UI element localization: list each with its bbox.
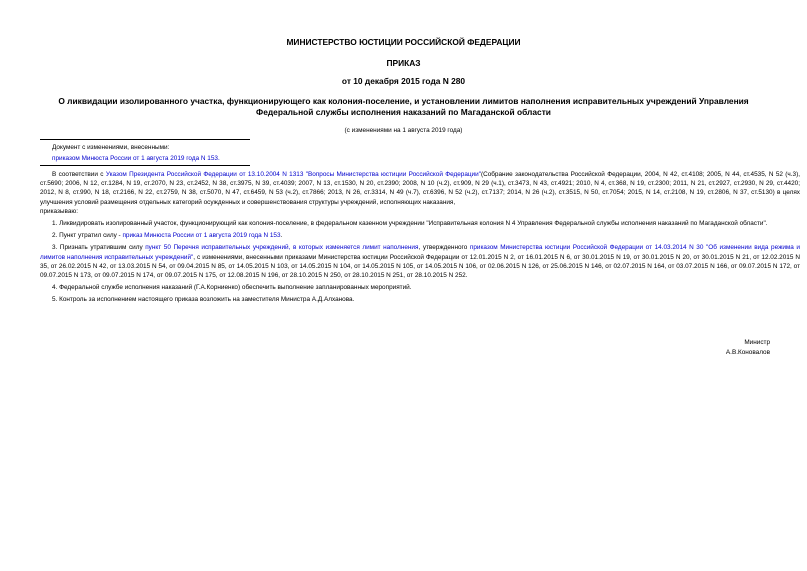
item-3-text-1: 3. Признать утратившим силу — [52, 244, 146, 252]
item-4: 4. Федеральной службе исполнения наказаний (Г.А.Корниенко) обеспечить выполнение запланированных мероприятий. — [52, 284, 412, 292]
document-body — [40, 170, 800, 305]
changes-label: Документ с изменениями, внесенными: — [52, 144, 170, 151]
preamble-text-1: В соответствии с — [52, 171, 106, 178]
item-2-text: 2. Пункт утратил силу - — [52, 232, 123, 240]
divider-bottom — [40, 165, 250, 166]
item-2-end: . — [280, 232, 283, 240]
item-3-link-2[interactable]: приказом Министерства юстиции Российской Федерации от 14.03.2014 N 30 "Об изменении вида режима и лимитов наполнения исправительных учреждений" — [40, 244, 801, 261]
item-3-text-3: , с изменениями, внесенными приказами Министерства юстиции Российской Федерации от 12.01.2015 N 2, от 16.01.2015 N 6, от 30.01.2015 N 19, от 30.01.2015 N 20, от 30.01.2015 N 21, от 12.02.2015 N 35, от 26.02.2015 N 42, от 13.03.2015 N 54, от 09.04.2015 N 85, от 14.05.2015 N 103, от 14.05.2015 N 104, от 14.05.2015 N 105, от 14.05.2015 N 106, от 02.06.2015 N 126, от 25.06.2015 N 146, от 02.07.2015 N 164, от 03.07.2015 N 166, от 09.07.2015 N 172, от 09.07.2015 N 173, от 09.07.2015 N 174, от 09.07.2015 N 175, от 12.08.2015 N 196, от 28.10.2015 N 250, от 28.10.2015 N 251, от 28.10.2015 N 252. — [40, 253, 800, 280]
item-2 — [40, 231, 800, 240]
amendment-note: (с изменениями на 1 августа 2019 года) — [344, 127, 463, 134]
document-type: ПРИКАЗ — [386, 58, 421, 68]
preamble-paragraph — [40, 170, 800, 207]
item-3-text-2: , утвержденного — [418, 244, 470, 252]
document-title: О ликвидации изолированного участка, функционирующего как колония-поселение, и установлении лимитов наполнения исправительных учреждений Управления Федеральной службы исполнения наказаний по Магаданской области — [58, 96, 749, 117]
item-3 — [40, 243, 800, 280]
signature-name: А.В.Коновалов — [725, 349, 770, 356]
divider-top — [40, 139, 250, 140]
item-2-link[interactable]: приказ Минюста России от 1 августа 2019 года N 153 — [122, 232, 281, 240]
changes-link[interactable]: приказом Минюста России от 1 августа 2019 года N 153. — [52, 155, 220, 162]
preamble-text-2: (Собрание законодательства Российской Федерации, 2004, N 42, ст.4108; 2005, N 44, ст.4535, N 52 (ч.3), ст.5690; 2006, N 12, ст.1284, N 19, ст.2070, N 23, ст.2452, N 38, ст.3975, N 39, ст.4039; 2007, N 13, ст.1530, N 20, ст.2390; 2008, N 10 (ч.2), ст.909, N 29 (ч.1), ст.3473, N 43, ст.4921; 2010, N 4, ст.368, N 19, ст.2300; 2011, N 21, ст.2927, ст.2930, N 29, ст.4420; 2012, N 8, ст.990, N 18, ст.2166, N 22, ст.2759, N 38, ст.5070, N 47, ст.6459, N 53 (ч.2), ст.7866; 2013, N 26, ст.3314, N 49 (ч.7), ст.6396, N 52 (ч.2), ст.7137; 2014, N 26 (ч.2), ст.3515, N 50, ст.7054; 2015, N 14, ст.2108, N 19, ст.2806, N 37, ст.5130) в целях улучшения условий размещения отдельных категорий осужденных и совершенствования структуры учреждений, исполняющих наказания, — [40, 171, 800, 206]
document-date-number: от 10 декабря 2015 года N 280 — [341, 76, 466, 86]
order-word: приказываю: — [40, 207, 78, 215]
item-1: 1. Ликвидировать изолированный участок, функционирующий как колония-поселение, в федеральном казенном учреждении "Исправительная колония N 4 Управления Федеральной службы исполнения наказаний по Магаданской области". — [52, 220, 768, 228]
item-3-link-1[interactable]: пункт 50 Перечня исправительных учреждений, в которых изменяется лимит наполнения — [145, 244, 419, 252]
ministry-heading: МИНИСТЕРСТВО ЮСТИЦИИ РОССИЙСКОЙ ФЕДЕРАЦИИ — [286, 37, 521, 47]
signature-position: Министр — [744, 339, 770, 346]
item-5: 5. Контроль за исполнением настоящего приказа возложить на заместителя Министра А.Д.Алханова. — [52, 296, 355, 304]
preamble-link-decree[interactable]: Указом Президента Российской Федерации от 13.10.2004 N 1313 "Вопросы Министерства юстиции Российской Федерации" — [105, 171, 481, 178]
